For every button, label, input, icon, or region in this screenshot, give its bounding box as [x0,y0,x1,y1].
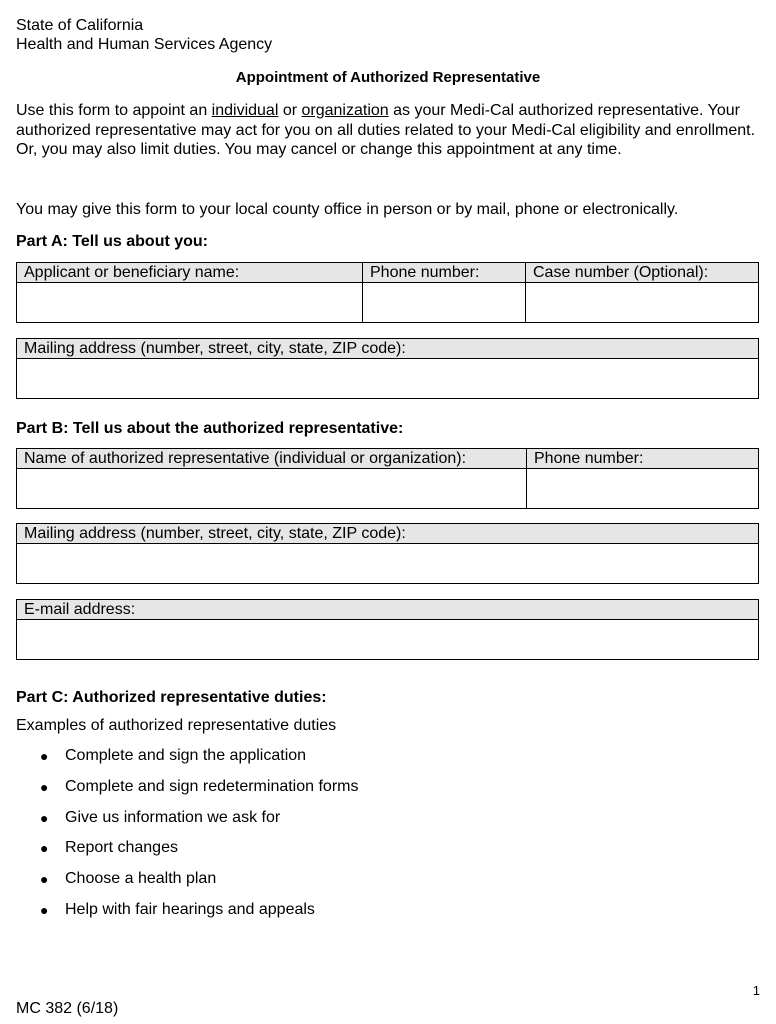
duties-intro: Examples of authorized representative duties [16,717,337,734]
duty-text: Report changes [65,839,178,857]
part-a-heading: Part A: Tell us about you: [16,233,209,250]
part-b-address-row [16,523,759,584]
duty-text: Help with fair hearings and appeals [65,900,315,918]
part-b-email-row [16,599,759,660]
part-a-address-row [16,338,759,399]
intro-or: or [278,102,302,119]
applicant-name-cell [17,263,362,322]
representative-address-field[interactable] [17,544,758,583]
representative-email-field[interactable] [17,620,758,659]
intro-paragraph [16,101,766,160]
representative-email-cell [17,600,758,659]
bullet-icon: ● [40,871,49,888]
delivery-instructions: You may give this form to your local county office in person or by mail, phone or electronically. [16,201,679,218]
representative-address-cell [17,524,758,583]
duty-text: Choose a health plan [65,870,217,888]
applicant-phone-cell [362,263,525,322]
part-a-contact-row [16,262,759,323]
intro-text: Use this form to appoint an [16,102,212,119]
representative-name-field[interactable] [17,469,526,508]
representative-name-cell [17,449,526,508]
part-b-contact-row [16,448,759,509]
duty-text: Complete and sign redetermination forms [65,777,359,795]
representative-phone-field[interactable] [527,469,758,508]
intro-rest: as your Medi-Cal authorized representative. Your authorized representative may act for you on all duties related to your Medi-Cal eligibility and enrollment. Or, you may also limit duties. You may cancel or change this appointment at any time. [16,102,756,158]
applicant-phone-label: Phone number: [363,263,525,283]
form-number: MC 382 (6/18) [16,1000,119,1017]
bullet-icon: ● [40,809,49,826]
bullet-icon: ● [40,901,49,918]
applicant-address-label: Mailing address (number, street, city, state, ZIP code): [17,339,758,359]
duty-text: Give us information we ask for [65,808,281,826]
page-number: 1 [752,983,760,998]
case-number-label: Case number (Optional): [526,263,758,283]
representative-address-label: Mailing address (number, street, city, state, ZIP code): [17,524,758,544]
applicant-phone-field[interactable] [363,283,525,322]
bullet-icon: ● [40,840,49,857]
representative-phone-cell [526,449,758,508]
state-name: State of California [16,17,144,34]
representative-email-label: E-mail address: [17,600,758,620]
bullet-icon: ● [40,748,49,764]
individual-term: individual [211,102,279,119]
duty-text: Complete and sign the application [65,747,307,764]
case-number-field[interactable] [526,283,758,322]
bullet-icon: ● [40,778,49,795]
part-b-heading: Part B: Tell us about the authorized representative: [16,420,404,437]
organization-term: organization [301,102,389,119]
agency-name: Health and Human Services Agency [16,36,273,53]
form-title: Appointment of Authorized Representative [235,69,541,86]
representative-phone-label: Phone number: [527,449,758,469]
part-c-heading: Part C: Authorized representative duties: [16,689,327,706]
applicant-address-field[interactable] [17,359,758,398]
case-number-cell [525,263,758,322]
applicant-address-cell [17,339,758,398]
representative-name-label: Name of authorized representative (individual or organization): [17,449,526,469]
applicant-name-field[interactable] [17,283,362,322]
applicant-name-label: Applicant or beneficiary name: [17,263,362,283]
